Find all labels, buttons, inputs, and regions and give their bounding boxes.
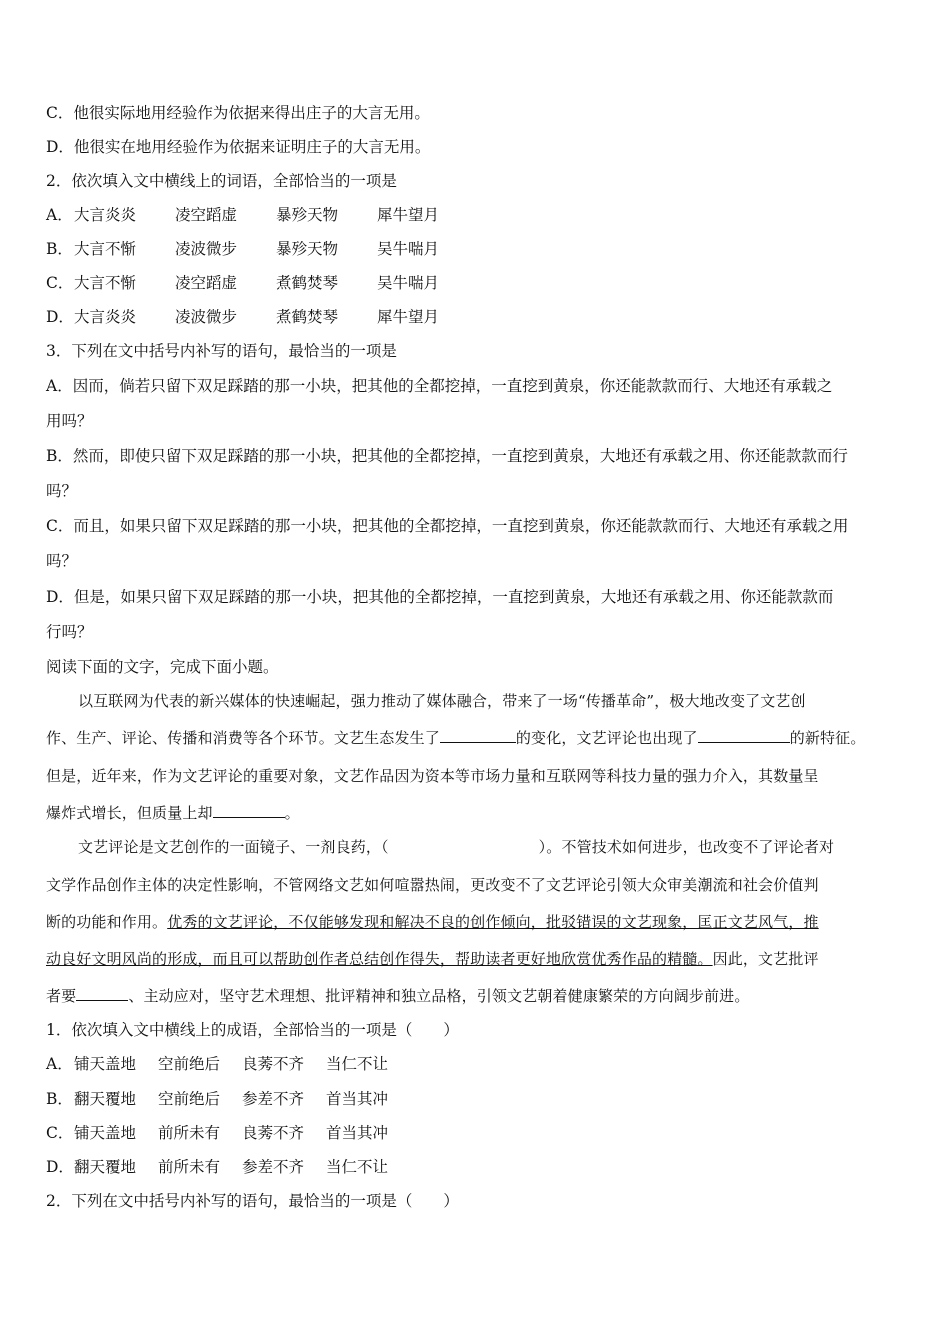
question-2: 2．依次填入文中横线上的词语，全部恰当的一项是 — [46, 172, 397, 190]
passage-p1-line4: 爆炸式增长，但质量上却 。 — [46, 804, 300, 822]
passage-p2-line1: 文艺评论是文艺创作的一面镜子、一剂良药，（ ）。不管技术如何进步，也改变不了评论者对 — [78, 838, 835, 856]
passage-p1-line3: 但是，近年来，作为文艺评论的重要对象，文艺作品因为资本等市场力量和互联网等科技力量的强力介入，其数量呈 — [46, 767, 819, 785]
question-new-1: 1．依次填入文中横线上的成语，全部恰当的一项是（ ） — [46, 1021, 459, 1039]
underlined-sentence: 优秀的文艺评论，不仅能够发现和解决不良的创作倾向，批驳错误的文艺现象，匡正文艺风气，推 — [167, 913, 819, 931]
qn1-option-d: D．翻天覆地 前所未有 参差不齐 当仁不让 — [46, 1158, 389, 1176]
reading-intro: 阅读下面的文字，完成下面小题。 — [46, 658, 279, 676]
passage-p2-line5: 者要 、主动应对，坚守艺术理想、批评精神和独立品格，引领文艺朝着健康繁荣的方向阔步前进。 — [46, 987, 750, 1005]
question-3: 3．下列在文中括号内补写的语句，最恰当的一项是 — [46, 342, 397, 360]
qn1-option-b: B．翻天覆地 空前绝后 参差不齐 首当其冲 — [46, 1090, 389, 1108]
q3-option-c-line2: 吗？ — [46, 552, 78, 570]
passage-p2-line4: 动良好文明风尚的形成，而且可以帮助创作者总结创作得失，帮助读者更好地欣赏优秀作品的精髓。因此，文艺批评 — [46, 950, 819, 968]
q3-option-d-line2: 行吗？ — [46, 623, 93, 641]
qn1-option-c: C．铺天盖地 前所未有 良莠不齐 首当其冲 — [46, 1124, 389, 1142]
q2-option-a: A．大言炎炎 凌空蹈虚 暴殄天物 犀牛望月 — [46, 206, 440, 224]
fill-blank — [440, 728, 516, 743]
passage-p2-line2: 文学作品创作主体的决定性影响，不管网络文艺如何喧嚣热闹，更改变不了文艺评论引领大众审美潮流和社会价值判 — [46, 876, 819, 894]
q3-option-d-line1: D．但是，如果只留下双足踩踏的那一小块，把其他的全都挖掉，一直挖到黄泉，大地还有承载之用、你还能款款而 — [46, 588, 834, 606]
q2-option-c: C．大言不惭 凌空蹈虚 煮鹤焚琴 吴牛喘月 — [46, 274, 440, 292]
underlined-sentence: 动良好文明风尚的形成，而且可以帮助创作者总结创作得失，帮助读者更好地欣赏优秀作品的精髓。 — [46, 950, 713, 968]
q3-option-b-line1: B．然而，即使只留下双足踩踏的那一小块，把其他的全都挖掉，一直挖到黄泉，大地还有承载之用、你还能款款而行 — [46, 447, 848, 465]
fill-blank — [76, 986, 128, 1001]
q3-option-a-line1: A．因而，倘若只留下双足踩踏的那一小块，把其他的全都挖掉，一直挖到黄泉，你还能款款而行、大地还有承载之 — [46, 377, 833, 395]
option-c-prev: C．他很实际地用经验作为依据来得出庄子的大言无用。 — [46, 104, 430, 122]
passage-p1-line1: 以互联网为代表的新兴媒体的快速崛起，强力推动了媒体融合，带来了一场“传播革命”，极大地改变了文艺创 — [78, 692, 806, 710]
question-new-2: 2．下列在文中括号内补写的语句，最恰当的一项是（ ） — [46, 1192, 459, 1210]
q2-option-b: B．大言不惭 凌波微步 暴殄天物 吴牛喘月 — [46, 240, 440, 258]
q3-option-a-line2: 用吗？ — [46, 412, 93, 430]
passage-p1-line2: 作、生产、评论、传播和消费等各个环节。文艺生态发生了 的变化，文艺评论也出现了 的新特征。 — [46, 729, 866, 747]
q2-option-d: D．大言炎炎 凌波微步 煮鹤焚琴 犀牛望月 — [46, 308, 440, 326]
q3-option-b-line2: 吗？ — [46, 482, 78, 500]
q3-option-c-line1: C．而且，如果只留下双足踩踏的那一小块，把其他的全都挖掉，一直挖到黄泉，你还能款款而行、大地还有承载之用 — [46, 517, 849, 535]
passage-p2-line3: 断的功能和作用。优秀的文艺评论，不仅能够发现和解决不良的创作倾向，批驳错误的文艺现象，匡正文艺风气，推 — [46, 913, 819, 931]
qn1-option-a: A．铺天盖地 空前绝后 良莠不齐 当仁不让 — [46, 1055, 389, 1073]
fill-blank — [698, 728, 790, 743]
option-d-prev: D．他很实在地用经验作为依据来证明庄子的大言无用。 — [46, 138, 431, 156]
fill-blank — [213, 803, 285, 818]
